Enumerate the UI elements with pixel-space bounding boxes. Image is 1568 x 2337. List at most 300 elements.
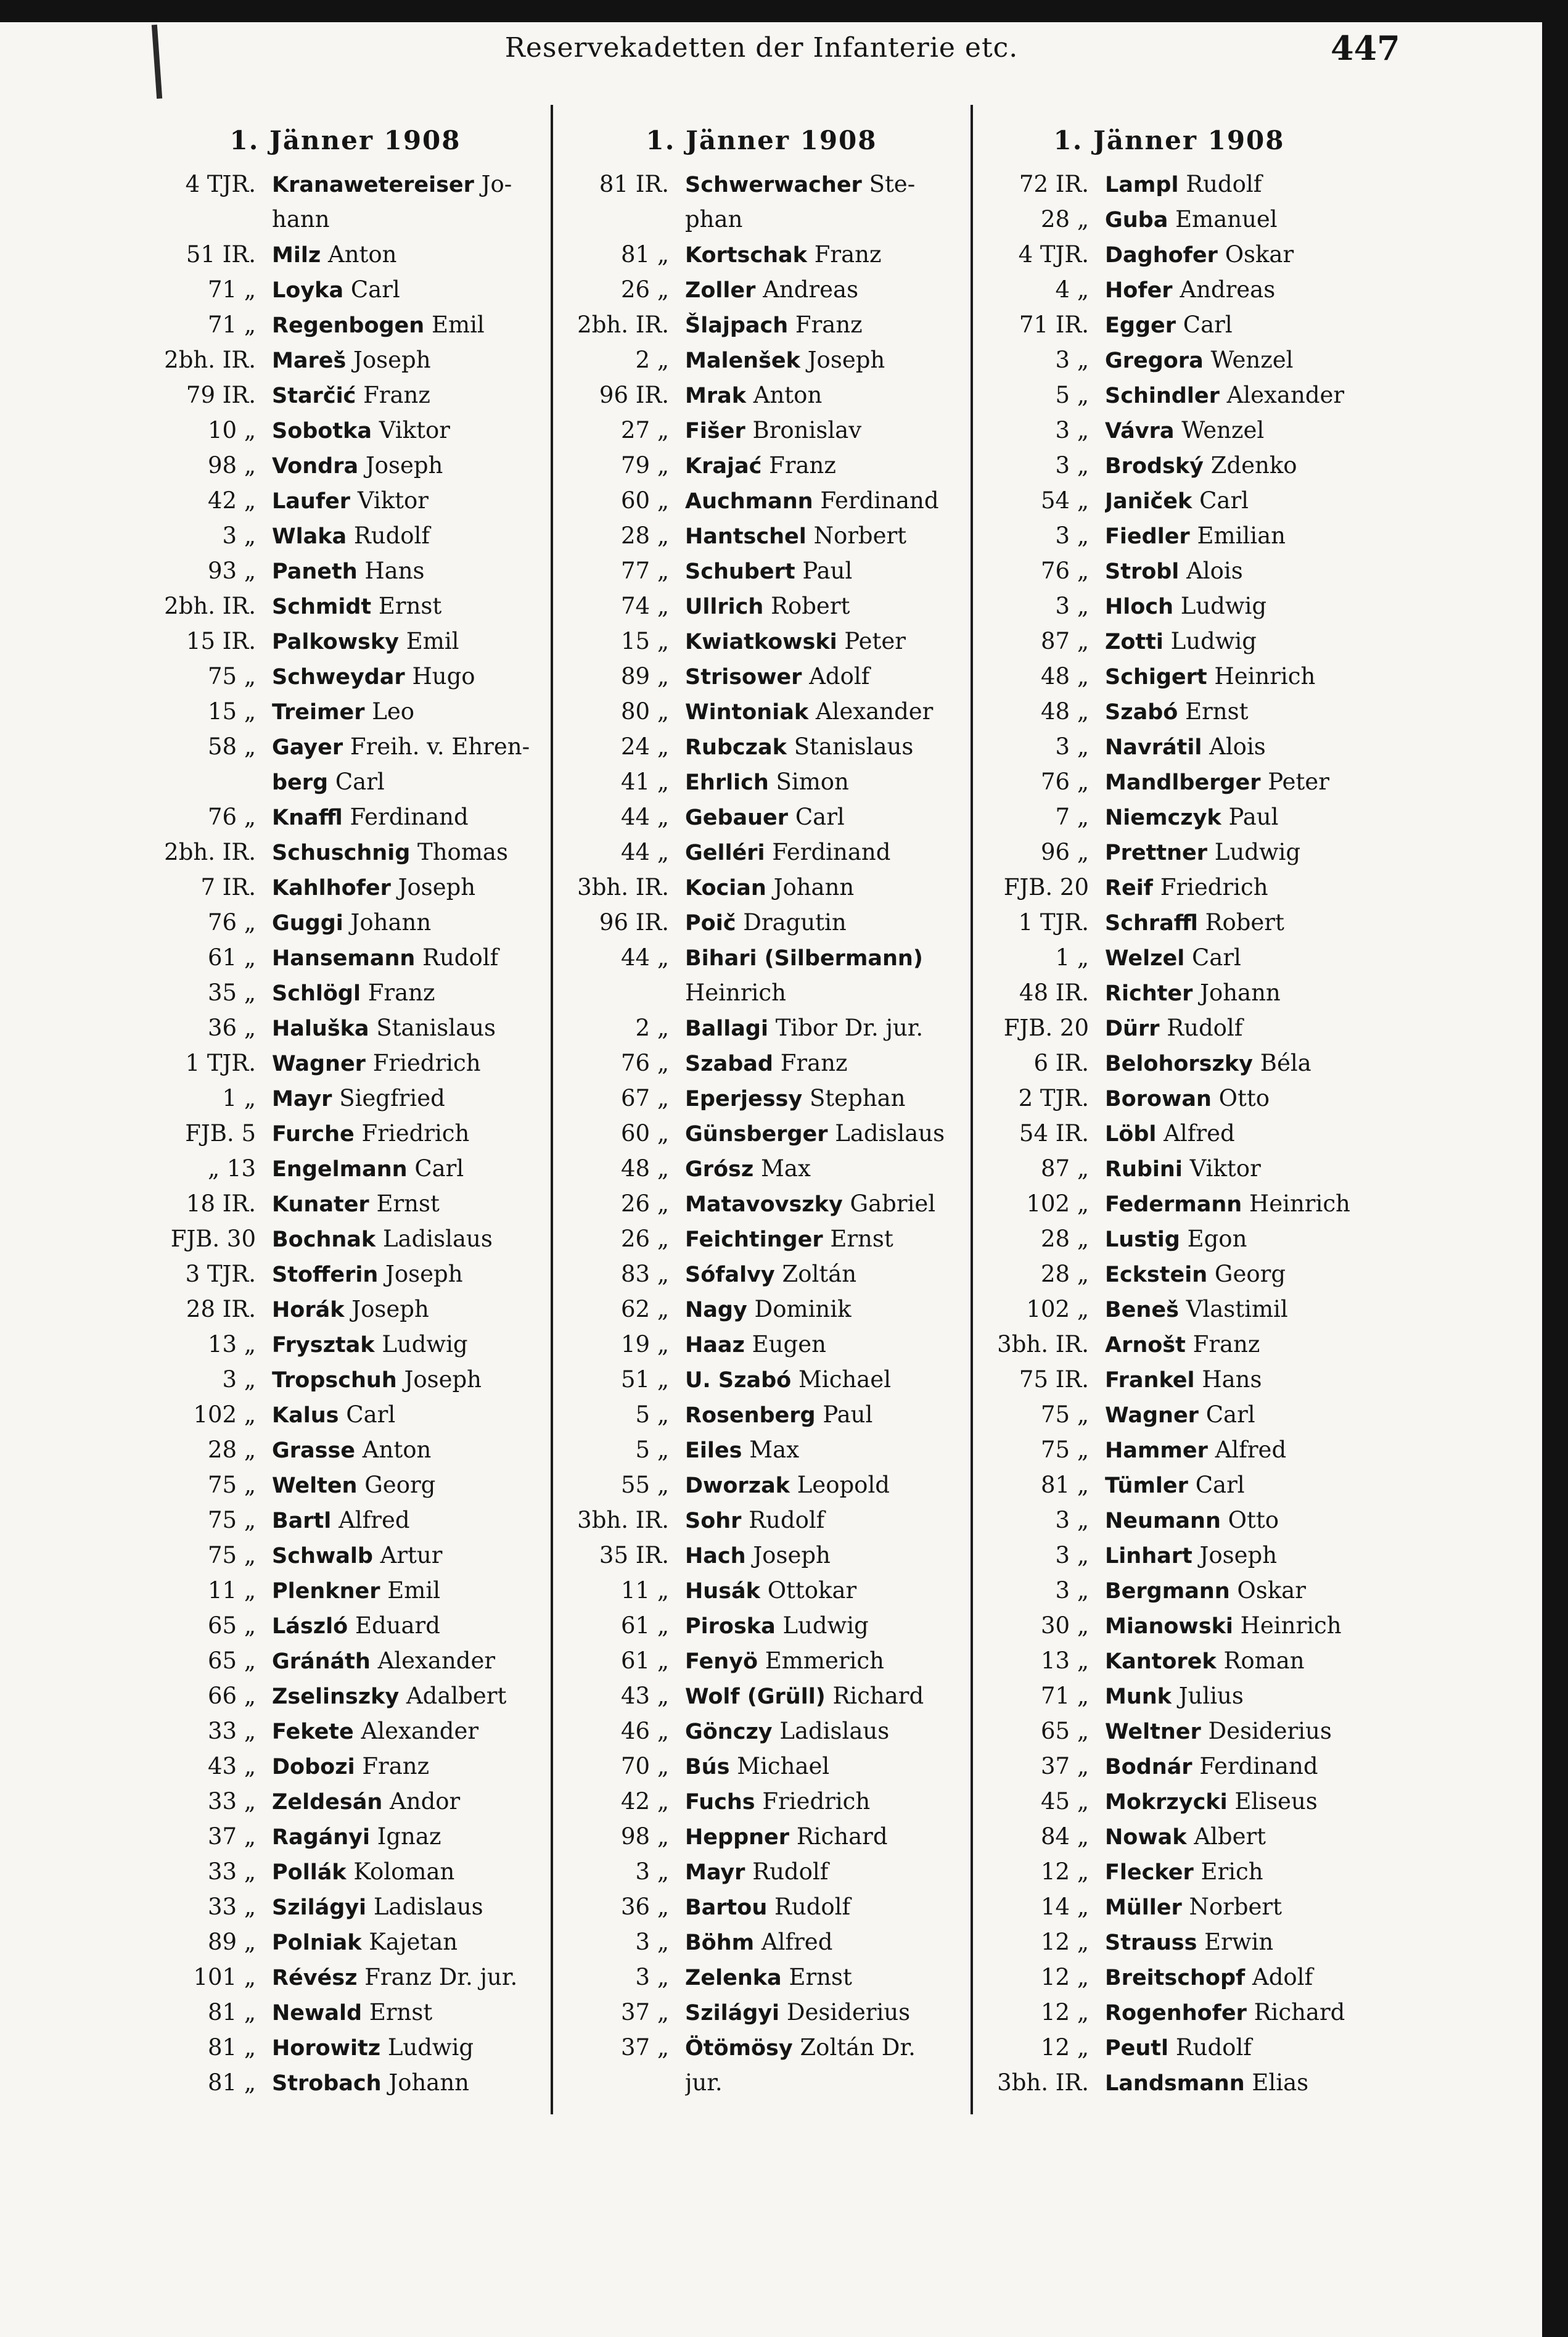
surname: Rubini	[1105, 1157, 1183, 1182]
given-name: Bronislav	[752, 417, 862, 443]
person-name	[685, 1327, 959, 1362]
list-item	[148, 377, 543, 413]
given-name: Viktor	[1189, 1155, 1261, 1182]
surname: Laufer	[272, 489, 351, 514]
given-name: Otto	[1218, 1085, 1270, 1111]
regiment-ref: 3bh. IR.	[577, 874, 669, 901]
surname: U. Szabó	[685, 1368, 792, 1393]
person-name	[272, 553, 543, 588]
regiment-ref: 81 „	[207, 2069, 256, 2096]
list-item	[148, 1924, 543, 1960]
regiment-ref: 26 „	[620, 1226, 669, 1252]
person-name	[685, 518, 959, 553]
surname: Paneth	[272, 559, 358, 584]
list-item	[564, 1819, 959, 1854]
list-item	[148, 624, 543, 659]
person-name	[272, 764, 543, 799]
given-name: Gabriel	[850, 1190, 936, 1217]
surname: Beneš	[1105, 1298, 1179, 1322]
list-item	[984, 1643, 1354, 1678]
person-name	[1105, 870, 1354, 905]
given-name: Stanislaus	[376, 1015, 496, 1041]
given-name: Alfred	[761, 1929, 833, 1955]
given-name: Rudolf	[752, 1858, 829, 1885]
regiment-ref: 44 „	[620, 804, 669, 830]
surname: Fekete	[272, 1720, 354, 1744]
regiment-ref: 75 „	[1040, 1436, 1089, 1463]
list-item	[564, 835, 959, 870]
regiment-ref: 65 „	[1040, 1718, 1089, 1744]
given-name: Eliseus	[1234, 1788, 1318, 1815]
regiment-ref: 75 „	[207, 1472, 256, 1498]
person-name	[685, 799, 959, 835]
person-name	[685, 1924, 959, 1960]
regiment-ref: 35 „	[207, 979, 256, 1006]
surname: Nagy	[685, 1298, 747, 1322]
list-item	[984, 588, 1354, 624]
list-item	[148, 1819, 543, 1854]
list-item	[148, 2065, 543, 2100]
given-name: Max	[749, 1436, 800, 1463]
surname: Gayer	[272, 735, 343, 760]
given-name: Rudolf	[1167, 1015, 1243, 1041]
given-name: Joseph	[351, 1296, 429, 1322]
surname: Szilágyi	[272, 1895, 367, 1920]
surname: Daghofer	[1105, 243, 1218, 268]
person-name	[1105, 1749, 1354, 1784]
person-name	[272, 1292, 543, 1327]
person-name	[685, 1397, 959, 1432]
surname: Heppner	[685, 1825, 790, 1850]
surname: Ötömösy	[685, 2036, 793, 2061]
surname: Knaffl	[272, 806, 343, 830]
regiment-ref	[148, 764, 272, 799]
surname: Schindler	[1105, 384, 1220, 408]
regiment-ref: 58 „	[207, 733, 256, 760]
regiment-ref: 3 „	[1055, 593, 1089, 619]
person-name	[685, 1116, 959, 1151]
person-name	[1105, 1010, 1354, 1045]
given-name: Julius	[1178, 1683, 1244, 1709]
list-item	[984, 1432, 1354, 1467]
list-item	[564, 342, 959, 377]
surname: Gregora	[1105, 348, 1204, 373]
person-name	[1105, 588, 1354, 624]
given-name: Emil	[431, 311, 485, 338]
person-name	[1105, 413, 1354, 448]
surname: Schmidt	[272, 595, 372, 619]
surname: Horowitz	[272, 2036, 381, 2061]
surname: Wintoniak	[685, 700, 809, 725]
list-item	[564, 1010, 959, 1045]
regiment-ref: 14 „	[1040, 1894, 1089, 1920]
person-name	[1105, 2065, 1354, 2100]
list-item	[564, 624, 959, 659]
person-name	[685, 1081, 959, 1116]
given-name: Leo	[372, 698, 415, 725]
person-name	[272, 1327, 543, 1362]
person-name	[685, 1467, 959, 1502]
person-name	[1105, 1889, 1354, 1924]
regiment-ref: 28 „	[1040, 206, 1089, 233]
surname: Peutl	[1105, 2036, 1169, 2061]
regiment-ref: 11 „	[620, 1577, 669, 1604]
person-name	[685, 1010, 959, 1045]
surname: Nowak	[1105, 1825, 1187, 1850]
regiment-ref: 87 „	[1040, 1155, 1089, 1182]
regiment-ref: 3 TJR.	[185, 1261, 256, 1287]
regiment-ref: 15 „	[620, 628, 669, 654]
given-name: Andreas	[763, 276, 859, 303]
person-name	[1105, 553, 1354, 588]
given-name: Ernst	[830, 1226, 893, 1252]
given-name: Adolf	[809, 663, 870, 690]
list-item	[148, 1432, 543, 1467]
surname: Tümler	[1105, 1474, 1188, 1498]
given-name: Alexander	[361, 1718, 479, 1744]
person-name	[1105, 1573, 1354, 1608]
surname: Treimer	[272, 700, 365, 725]
given-name: Johann	[1200, 979, 1281, 1006]
surname: Zelenka	[685, 1966, 782, 1990]
list-item	[564, 1643, 959, 1678]
given-name: Georg	[364, 1472, 436, 1498]
regiment-ref: 1 „	[222, 1085, 256, 1111]
given-name: Ferdinand	[820, 487, 939, 514]
person-name	[685, 1749, 959, 1784]
list-item	[148, 553, 543, 588]
surname: Poič	[685, 911, 736, 936]
surname: Prettner	[1105, 841, 1208, 865]
given-name: Friedrich	[372, 1050, 481, 1076]
given-name: Ludwig	[387, 2034, 474, 2061]
surname: Janiček	[1105, 489, 1192, 514]
regiment-ref: 76 „	[207, 804, 256, 830]
person-name	[1105, 1713, 1354, 1749]
person-name	[272, 1186, 543, 1221]
list-item	[148, 1116, 543, 1151]
regiment-ref: 84 „	[1040, 1823, 1089, 1850]
regiment-ref: 37 „	[620, 2034, 669, 2061]
person-name	[272, 1151, 543, 1186]
list-item	[148, 1292, 543, 1327]
person-name	[272, 1538, 543, 1573]
list-item	[148, 905, 543, 940]
person-name	[685, 1151, 959, 1186]
surname: Bartl	[272, 1509, 332, 1533]
regiment-ref: 33 „	[207, 1894, 256, 1920]
regiment-ref: 1 „	[1055, 944, 1089, 971]
surname: Milz	[272, 243, 321, 268]
person-name	[272, 2065, 543, 2100]
surname: Bús	[685, 1755, 730, 1779]
list-item	[148, 2030, 543, 2065]
given-name: Alois	[1186, 558, 1243, 584]
regiment-ref: 5 „	[635, 1436, 669, 1463]
given-name: Franz	[769, 452, 836, 479]
surname: Müller	[1105, 1895, 1182, 1920]
given-name: Emmerich	[765, 1647, 884, 1674]
surname: Welzel	[1105, 946, 1185, 971]
list-item	[148, 729, 543, 764]
regiment-ref: 72 IR.	[1019, 171, 1089, 197]
given-name: Franz	[780, 1050, 848, 1076]
list-item	[984, 342, 1354, 377]
surname: Gelléri	[685, 841, 765, 865]
list-item	[148, 518, 543, 553]
regiment-ref: 4 TJR.	[185, 171, 256, 197]
regiment-ref: 96 IR.	[599, 909, 669, 936]
surname: Hloch	[1105, 595, 1173, 619]
surname: Mokrzycki	[1105, 1790, 1228, 1815]
list-item	[564, 1608, 959, 1643]
surname: Guggi	[272, 911, 343, 936]
person-name	[1105, 1081, 1354, 1116]
list-item	[148, 413, 543, 448]
surname: Rosenberg	[685, 1403, 816, 1428]
list-item	[984, 1397, 1354, 1432]
person-name	[272, 905, 543, 940]
surname: Kortschak	[685, 243, 807, 268]
person-name	[685, 237, 959, 272]
list-item	[984, 1995, 1354, 2030]
person-name	[272, 202, 543, 237]
given-name: Franz Dr. jur.	[364, 1964, 518, 1990]
regiment-ref: 3 „	[1055, 347, 1089, 373]
given-name: Ladislaus	[382, 1226, 493, 1252]
regiment-ref: 3bh. IR.	[997, 2069, 1089, 2096]
list-item	[148, 1362, 543, 1397]
person-name	[272, 1362, 543, 1397]
list-item	[148, 1608, 543, 1643]
regiment-ref: 28 „	[620, 522, 669, 549]
page-title: Reservekadetten der Infanterie etc.	[504, 32, 1019, 64]
person-name	[1105, 1854, 1354, 1889]
person-name	[272, 870, 543, 905]
list-item	[148, 307, 543, 342]
list-item-continuation	[148, 202, 543, 237]
surname: Vondra	[272, 454, 359, 479]
regiment-ref: 55 „	[620, 1472, 669, 1498]
person-name	[685, 202, 959, 237]
given-name: Paul	[1228, 804, 1279, 830]
list-item	[148, 272, 543, 307]
surname: Linhart	[1105, 1544, 1192, 1568]
regiment-ref: 15 „	[207, 698, 256, 725]
list-item	[564, 1713, 959, 1749]
person-name	[685, 377, 959, 413]
person-name	[1105, 1292, 1354, 1327]
regiment-ref: FJB. 5	[185, 1120, 256, 1147]
given-name: Friedrich	[1160, 874, 1268, 901]
surname: Reif	[1105, 876, 1153, 901]
list-item	[984, 413, 1354, 448]
list-item	[564, 694, 959, 729]
regiment-ref: 5 „	[635, 1401, 669, 1428]
person-name	[272, 448, 543, 483]
person-name	[685, 307, 959, 342]
list-item	[148, 835, 543, 870]
list-item	[148, 1643, 543, 1678]
given-name: Carl	[1191, 944, 1241, 971]
surname: Fišer	[685, 419, 745, 443]
regiment-ref: 28 „	[207, 1436, 256, 1463]
list-item	[984, 553, 1354, 588]
given-name: Heinrich	[685, 979, 786, 1006]
regiment-ref: 76 „	[620, 1050, 669, 1076]
given-name: Ernst	[376, 1190, 440, 1217]
given-name: Siegfried	[339, 1085, 445, 1111]
given-name: Peter	[844, 628, 906, 654]
person-name	[1105, 1327, 1354, 1362]
list-item	[148, 1256, 543, 1292]
regiment-ref: 61 „	[620, 1647, 669, 1674]
list-item	[148, 1081, 543, 1116]
list-item	[148, 1889, 543, 1924]
surname: Szabad	[685, 1052, 773, 1076]
surname: Ragányi	[272, 1825, 370, 1850]
regiment-ref: 77 „	[620, 558, 669, 584]
person-name	[272, 1924, 543, 1960]
regiment-ref: 81 „	[620, 241, 669, 268]
person-name	[685, 1256, 959, 1292]
given-name: Franz	[795, 311, 863, 338]
given-name: Joseph	[353, 347, 431, 373]
regiment-ref: 18 IR.	[186, 1190, 256, 1217]
surname: Kunater	[272, 1192, 369, 1217]
surname: Sohr	[685, 1509, 742, 1533]
given-name: Leopold	[797, 1472, 890, 1498]
surname: Hammer	[1105, 1438, 1208, 1463]
regiment-ref: 28 „	[1040, 1226, 1089, 1252]
surname: Kocian	[685, 876, 766, 901]
given-name: Carl	[414, 1155, 464, 1182]
regiment-ref: 71 „	[207, 276, 256, 303]
regiment-ref: 10 „	[207, 417, 256, 443]
given-name: Ludwig	[1180, 593, 1267, 619]
regiment-ref: 48 „	[1040, 698, 1089, 725]
given-name: Carl	[1183, 311, 1233, 338]
list-item	[564, 1502, 959, 1538]
person-name	[685, 1538, 959, 1573]
list-item	[564, 940, 959, 975]
regiment-ref: 48 „	[1040, 663, 1089, 690]
regiment-ref: 102 „	[1026, 1296, 1089, 1322]
list-item	[564, 1889, 959, 1924]
given-name: Rudolf	[1175, 2034, 1252, 2061]
regiment-ref: 11 „	[207, 1577, 256, 1604]
list-item	[148, 1854, 543, 1889]
person-name	[1105, 167, 1354, 202]
list-item	[984, 1010, 1354, 1045]
given-name: Paul	[823, 1401, 873, 1428]
given-name: Anton	[362, 1436, 432, 1463]
given-name: Zdenko	[1210, 452, 1297, 479]
list-item	[984, 1116, 1354, 1151]
given-name: Richard	[796, 1823, 888, 1850]
person-name	[685, 483, 959, 518]
surname: Schubert	[685, 559, 795, 584]
list-item	[564, 764, 959, 799]
regiment-ref	[148, 202, 272, 237]
given-name: Joseph	[398, 874, 476, 901]
given-name: Georg	[1214, 1261, 1286, 1287]
regiment-ref: 7 „	[1055, 804, 1089, 830]
regiment-ref: 28 „	[1040, 1261, 1089, 1287]
list-item	[984, 659, 1354, 694]
regiment-ref: 36 „	[620, 1894, 669, 1920]
given-name: phan	[685, 206, 743, 233]
surname: Dürr	[1105, 1016, 1160, 1041]
regiment-ref: 37 „	[207, 1823, 256, 1850]
regiment-ref: 13 „	[207, 1331, 256, 1358]
list-item	[564, 870, 959, 905]
surname: Mandlberger	[1105, 770, 1261, 795]
given-name: Stanislaus	[794, 733, 914, 760]
person-name	[272, 1889, 543, 1924]
given-name: Anton	[327, 241, 397, 268]
column-heading: 1. Jänner 1908	[1053, 125, 1285, 155]
list-item	[148, 1327, 543, 1362]
regiment-ref: 13 „	[1040, 1647, 1089, 1674]
list-item	[984, 1362, 1354, 1397]
surname: Borowan	[1105, 1087, 1212, 1111]
person-name	[1105, 448, 1354, 483]
regiment-ref: 46 „	[620, 1718, 669, 1744]
given-name: Ernst	[789, 1964, 852, 1990]
column-3	[984, 122, 1354, 2100]
person-name	[1105, 940, 1354, 975]
list-item	[564, 1186, 959, 1221]
person-name	[272, 342, 543, 377]
person-name	[272, 1854, 543, 1889]
regiment-ref: 65 „	[207, 1612, 256, 1639]
list-item	[984, 1538, 1354, 1573]
list-item	[564, 1749, 959, 1784]
given-name: Anton	[753, 382, 823, 408]
regiment-ref: 43 „	[620, 1683, 669, 1709]
regiment-ref: 3 „	[1055, 522, 1089, 549]
column-heading: 1. Jänner 1908	[229, 125, 461, 155]
regiment-ref: 35 IR.	[599, 1542, 669, 1568]
given-name: Johann	[388, 2069, 470, 2096]
person-name	[685, 167, 959, 202]
given-name: Ernst	[1185, 698, 1249, 725]
person-name	[272, 694, 543, 729]
surname: Strobl	[1105, 559, 1180, 584]
given-name: Viktor	[357, 487, 429, 514]
regiment-ref: 6 IR.	[1033, 1050, 1089, 1076]
given-name: Dragutin	[743, 909, 847, 936]
regiment-ref: 3 „	[635, 1858, 669, 1885]
person-name	[685, 975, 959, 1010]
regiment-ref: 26 „	[620, 276, 669, 303]
regiment-ref: 27 „	[620, 417, 669, 443]
surname: Wolf (Grüll)	[685, 1684, 826, 1709]
given-name: Emil	[387, 1577, 441, 1604]
given-name: Franz	[363, 382, 430, 408]
person-name	[272, 307, 543, 342]
person-name	[685, 1713, 959, 1749]
given-name: Heinrich	[1249, 1190, 1350, 1217]
person-name	[685, 1608, 959, 1643]
list-item	[984, 1678, 1354, 1713]
surname: Weltner	[1105, 1720, 1201, 1744]
given-name: Rudolf	[353, 522, 430, 549]
regiment-ref: 33 „	[207, 1788, 256, 1815]
regiment-ref: 2 „	[635, 347, 669, 373]
given-name: Eugen	[752, 1331, 826, 1358]
